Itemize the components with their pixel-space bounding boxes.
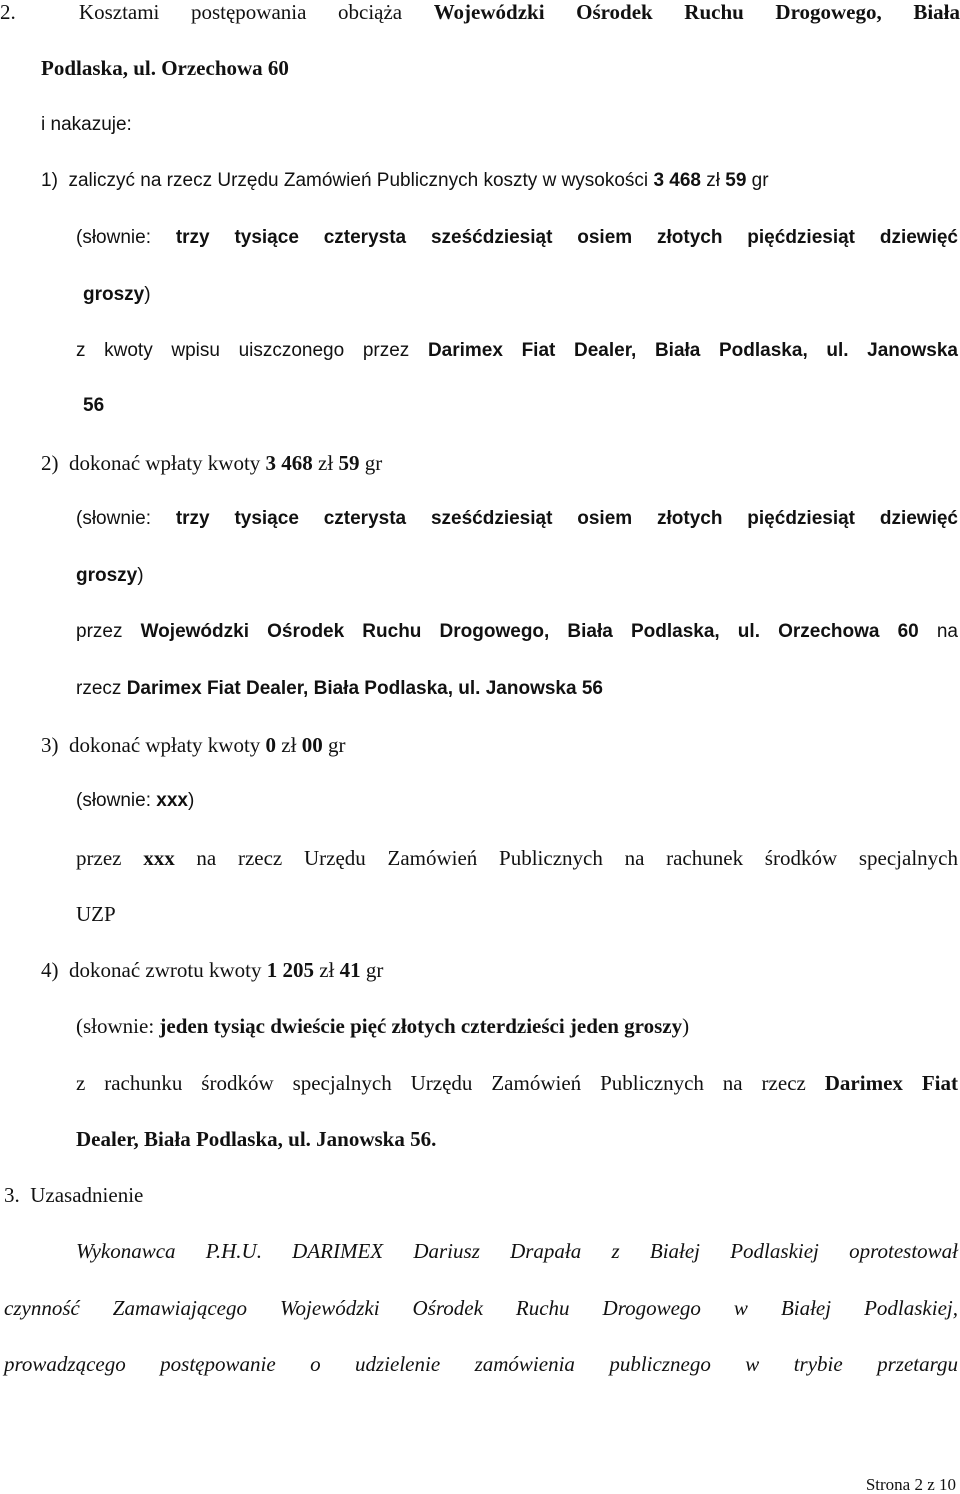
page-number: Strona 2 z 10 — [865, 1475, 956, 1494]
order-3-payer-end: UZP — [76, 902, 116, 926]
order-3-payer: przez xxx na rzecz Urzędu Zamówień Publicznych na rachunek środków specjalnych — [76, 846, 958, 870]
order-2-words-end: groszy) — [76, 565, 144, 586]
section-3-line2: czynność Zamawiającego Wojewódzki Ośrodek Ruchu Drogowego w Białej Podlaskiej, — [4, 1296, 958, 1320]
order-3-words: (słownie: xxx) — [76, 790, 195, 811]
cost-party: Wojewódzki Ośrodek Ruchu Drogowego, Biała — [433, 0, 960, 24]
section-3-line1: Wykonawca P.H.U. DARIMEX Dariusz Drapała z Białej Podlaskiej oprotestował — [76, 1239, 958, 1263]
order-4-line1: 4) dokonać zwrotu kwoty 1 205 zł 41 gr — [41, 958, 384, 982]
section-3-heading: 3. Uzasadnienie — [4, 1183, 144, 1207]
item2-line2: Podlaska, ul. Orzechowa 60 — [41, 56, 289, 80]
order-4-words: (słownie: jeden tysiąc dwieście pięć złotych czterdzieści jeden groszy) — [76, 1014, 690, 1038]
section-3-title: Uzasadnienie — [30, 1183, 144, 1207]
order-2-payee: rzecz Darimex Fiat Dealer, Biała Podlaska, ul. Janowska 56 — [76, 678, 603, 699]
order-2-words: (słownie: trzy tysiące czterysta sześćdziesiąt osiem złotych pięćdziesiąt dziewięć — [76, 508, 958, 529]
order-4-from-end: Dealer, Biała Podlaska, ul. Janowska 56. — [76, 1127, 437, 1151]
order-4-from: z rachunku środków specjalnych Urzędu Zamówień Publicznych na rzecz Darimex Fiat — [76, 1071, 958, 1095]
item2-number: 2. — [0, 0, 16, 24]
order-1-from: z kwoty wpisu uiszczonego przez Darimex Fiat Dealer, Biała Podlaska, ul. Janowska — [76, 340, 958, 361]
order-1-from-end: 56 — [83, 395, 105, 416]
order-1-words-end: groszy) — [83, 284, 151, 305]
orders-intro: i nakazuje: — [41, 114, 132, 135]
order-2-line1: 2) dokonać wpłaty kwoty 3 468 zł 59 gr — [41, 451, 383, 475]
order-1-words: (słownie: trzy tysiące czterysta sześćdziesiąt osiem złotych pięćdziesiąt dziewięć — [76, 227, 958, 248]
order-1-line1: 1) zaliczyć na rzecz Urzędu Zamówień Publicznych koszty w wysokości 3 468 zł 59 gr — [41, 170, 769, 191]
order-2-payer: przez Wojewódzki Ośrodek Ruchu Drogowego, Biała Podlaska, ul. Orzechowa 60 na — [76, 621, 958, 642]
item2-line1: 2. Kosztami postępowania obciąża Wojewódzki Ośrodek Ruchu Drogowego, Biała — [0, 0, 960, 24]
order-3-line1: 3) dokonać wpłaty kwoty 0 zł 00 gr — [41, 733, 346, 757]
section-3-line3: prowadzącego postępowanie o udzielenie zamówienia publicznego w trybie przetargu — [4, 1352, 958, 1376]
